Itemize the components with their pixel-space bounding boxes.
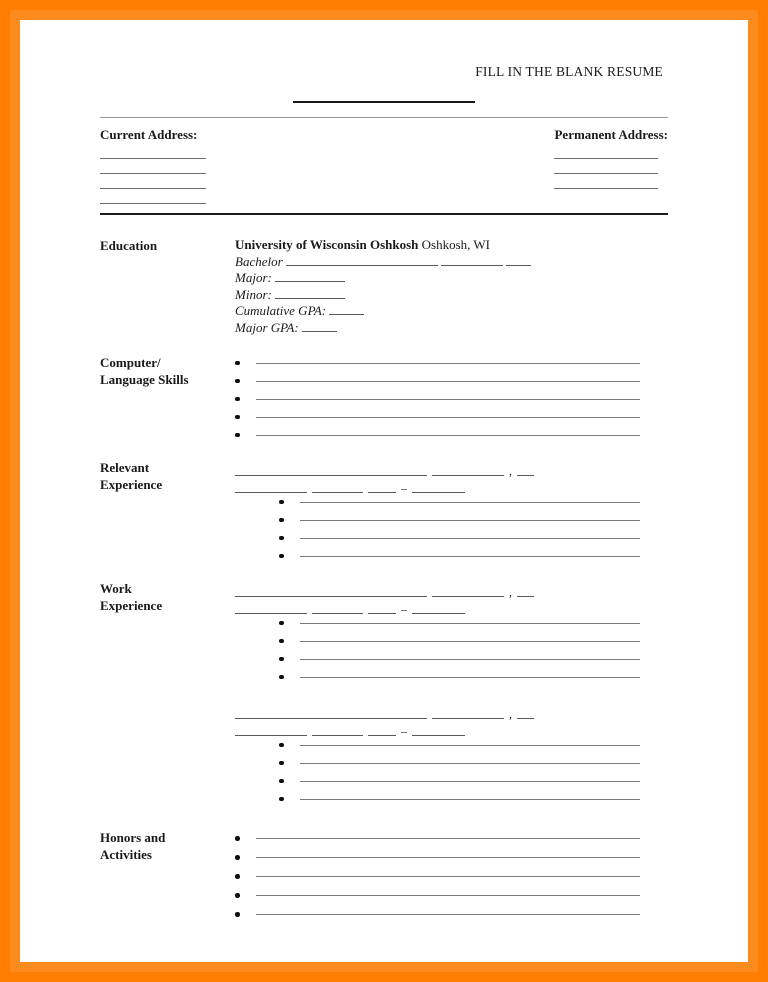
- blank-line: [517, 708, 534, 719]
- blank-line: [100, 173, 206, 174]
- entry-header-row: [235, 702, 668, 719]
- blank-line: [412, 482, 465, 493]
- cumulative-gpa-label: Cumulative GPA:: [235, 303, 327, 318]
- degree-label: Bachelor: [235, 253, 283, 269]
- skills-section: [100, 354, 668, 444]
- blank-line: [312, 482, 363, 493]
- blank-line: [256, 363, 641, 364]
- blank-line: [441, 255, 503, 266]
- bullet-dot: [235, 855, 240, 860]
- blank-line: [300, 623, 641, 624]
- blank-line: [256, 857, 641, 858]
- blank-line: [256, 417, 641, 418]
- entry-dates-row: [235, 719, 668, 736]
- blank-line: [300, 781, 641, 782]
- blank-line: [432, 708, 504, 719]
- blank-line: [235, 603, 307, 614]
- blank-line: [300, 641, 641, 642]
- minor-row: [235, 287, 668, 304]
- blank-line: [256, 838, 641, 839]
- section-label-education: Education: [100, 238, 158, 253]
- bullet-dot: [235, 397, 240, 402]
- blank-line: [100, 158, 206, 159]
- comma-separator: ,: [509, 464, 512, 478]
- blank-line: [235, 482, 307, 493]
- bullet-dot: [279, 761, 284, 766]
- major-row: [235, 270, 668, 287]
- comma-separator: ,: [509, 585, 512, 599]
- blank-line: [312, 603, 363, 614]
- blank-line: [235, 465, 427, 476]
- bullet-dot: [279, 675, 284, 680]
- blank-line: [329, 304, 364, 315]
- cumulative-gpa-row: [235, 303, 668, 320]
- blank-line: [300, 556, 641, 557]
- bullet-dot: [279, 797, 284, 802]
- bullet-dot: [279, 639, 284, 644]
- blank-line: [300, 538, 641, 539]
- bullet-dot: [235, 912, 240, 917]
- degree-row: [235, 254, 668, 271]
- blank-line: [412, 725, 465, 736]
- page-title: FILL IN THE BLANK RESUME: [475, 64, 663, 79]
- university-name: University of Wisconsin Oshkosh: [235, 237, 419, 252]
- blank-line: [256, 435, 641, 436]
- bullet-dot: [279, 743, 284, 748]
- entry-dates-row: [235, 597, 668, 614]
- major-gpa-label: Major GPA:: [235, 319, 299, 335]
- blank-line: [554, 188, 658, 189]
- section-label-work-experience: Work Experience: [100, 581, 163, 613]
- blank-line: [256, 895, 641, 896]
- bullet-dot: [235, 433, 240, 438]
- work-experience-section: [100, 580, 668, 686]
- permanent-address-label: Permanent Address:: [554, 127, 668, 142]
- bullet-row: [235, 547, 668, 565]
- current-address-label: Current Address:: [100, 127, 198, 142]
- bullet-row: [235, 511, 668, 529]
- blank-line: [517, 586, 534, 597]
- bullet-dot: [279, 536, 284, 541]
- name-blank-line: [293, 101, 475, 103]
- blank-line: [300, 659, 641, 660]
- blank-line: [235, 586, 427, 597]
- bullet-row: [235, 668, 668, 686]
- bullet-dot: [235, 836, 240, 841]
- blank-line: [312, 725, 363, 736]
- bullet-dot: [279, 500, 284, 505]
- university-location: Oshkosh, WI: [421, 237, 490, 252]
- blank-line: [235, 725, 307, 736]
- bullet-dot: [235, 415, 240, 420]
- bullet-row: [235, 867, 668, 886]
- blank-line: [100, 188, 206, 189]
- blank-line: [300, 502, 641, 503]
- blank-line: [517, 465, 534, 476]
- blank-line: [235, 708, 427, 719]
- major-gpa-row: [235, 320, 668, 337]
- section-label-relevant-experience: Relevant Experience: [100, 460, 163, 492]
- blank-line: [300, 799, 641, 800]
- entry-header-row: [235, 580, 668, 597]
- work-experience-entry-2: [100, 702, 668, 808]
- blank-line: [412, 603, 465, 614]
- bullet-dot: [279, 657, 284, 662]
- top-divider: [100, 117, 668, 118]
- bullet-dot: [235, 893, 240, 898]
- bullet-dot: [279, 554, 284, 559]
- bullet-row: [235, 408, 668, 426]
- blank-line: [275, 271, 345, 282]
- blank-line: [302, 321, 337, 332]
- section-label-honors: Honors and Activities: [100, 830, 166, 862]
- blank-line: [275, 288, 345, 299]
- education-section: [100, 237, 668, 336]
- bullet-row: [235, 390, 668, 408]
- blank-line: [368, 482, 396, 493]
- dash-separator: –: [401, 481, 407, 495]
- bullet-row: [235, 848, 668, 867]
- blank-line: [256, 914, 641, 915]
- bullet-dot: [279, 621, 284, 626]
- blank-line: [368, 603, 396, 614]
- bullet-row: [235, 493, 668, 511]
- blank-line: [300, 677, 641, 678]
- section-label-skills: Computer/ Language Skills: [100, 355, 189, 387]
- bullet-row: [235, 632, 668, 650]
- blank-line: [286, 255, 438, 266]
- blank-line: [554, 158, 658, 159]
- bullet-row: [235, 754, 668, 772]
- bullet-row: [235, 790, 668, 808]
- dash-separator: –: [401, 602, 407, 616]
- bullet-dot: [235, 379, 240, 384]
- blank-line: [300, 745, 641, 746]
- current-address-column: [100, 127, 206, 204]
- bullet-row: [235, 529, 668, 547]
- bullet-row: [235, 886, 668, 905]
- blank-line: [554, 173, 658, 174]
- blank-line: [256, 876, 641, 877]
- blank-line: [432, 586, 504, 597]
- bullet-dot: [235, 874, 240, 879]
- minor-label: Minor:: [235, 286, 272, 302]
- dash-separator: –: [401, 724, 407, 738]
- blank-line: [256, 381, 641, 382]
- permanent-address-column: [554, 127, 668, 204]
- bullet-row: [235, 736, 668, 754]
- bullet-row: [235, 650, 668, 668]
- blank-line: [368, 725, 396, 736]
- bullet-dot: [279, 779, 284, 784]
- bullet-dot: [235, 361, 240, 366]
- resume-page: [20, 20, 748, 962]
- comma-separator: ,: [509, 707, 512, 721]
- bullet-row: [235, 354, 668, 372]
- school-row: [235, 237, 668, 254]
- blank-line: [432, 465, 504, 476]
- blank-line: [300, 763, 641, 764]
- relevant-experience-section: [100, 459, 668, 565]
- empty-label-spacer: [100, 702, 235, 808]
- blank-line: [300, 520, 641, 521]
- blank-line: [100, 203, 206, 204]
- bullet-row: [235, 772, 668, 790]
- entry-header-row: [235, 459, 668, 476]
- bullet-row: [235, 905, 668, 924]
- bullet-row: [235, 426, 668, 444]
- major-label: Major:: [235, 270, 272, 285]
- bullet-row: [235, 372, 668, 390]
- section-divider: [100, 213, 668, 215]
- address-block: [100, 127, 668, 204]
- blank-line: [506, 255, 531, 266]
- blank-line: [256, 399, 641, 400]
- honors-section: [100, 829, 668, 924]
- bullet-row: [235, 829, 668, 848]
- bullet-dot: [279, 518, 284, 523]
- inner-orange-border: [10, 10, 758, 972]
- entry-dates-row: [235, 476, 668, 493]
- bullet-row: [235, 614, 668, 632]
